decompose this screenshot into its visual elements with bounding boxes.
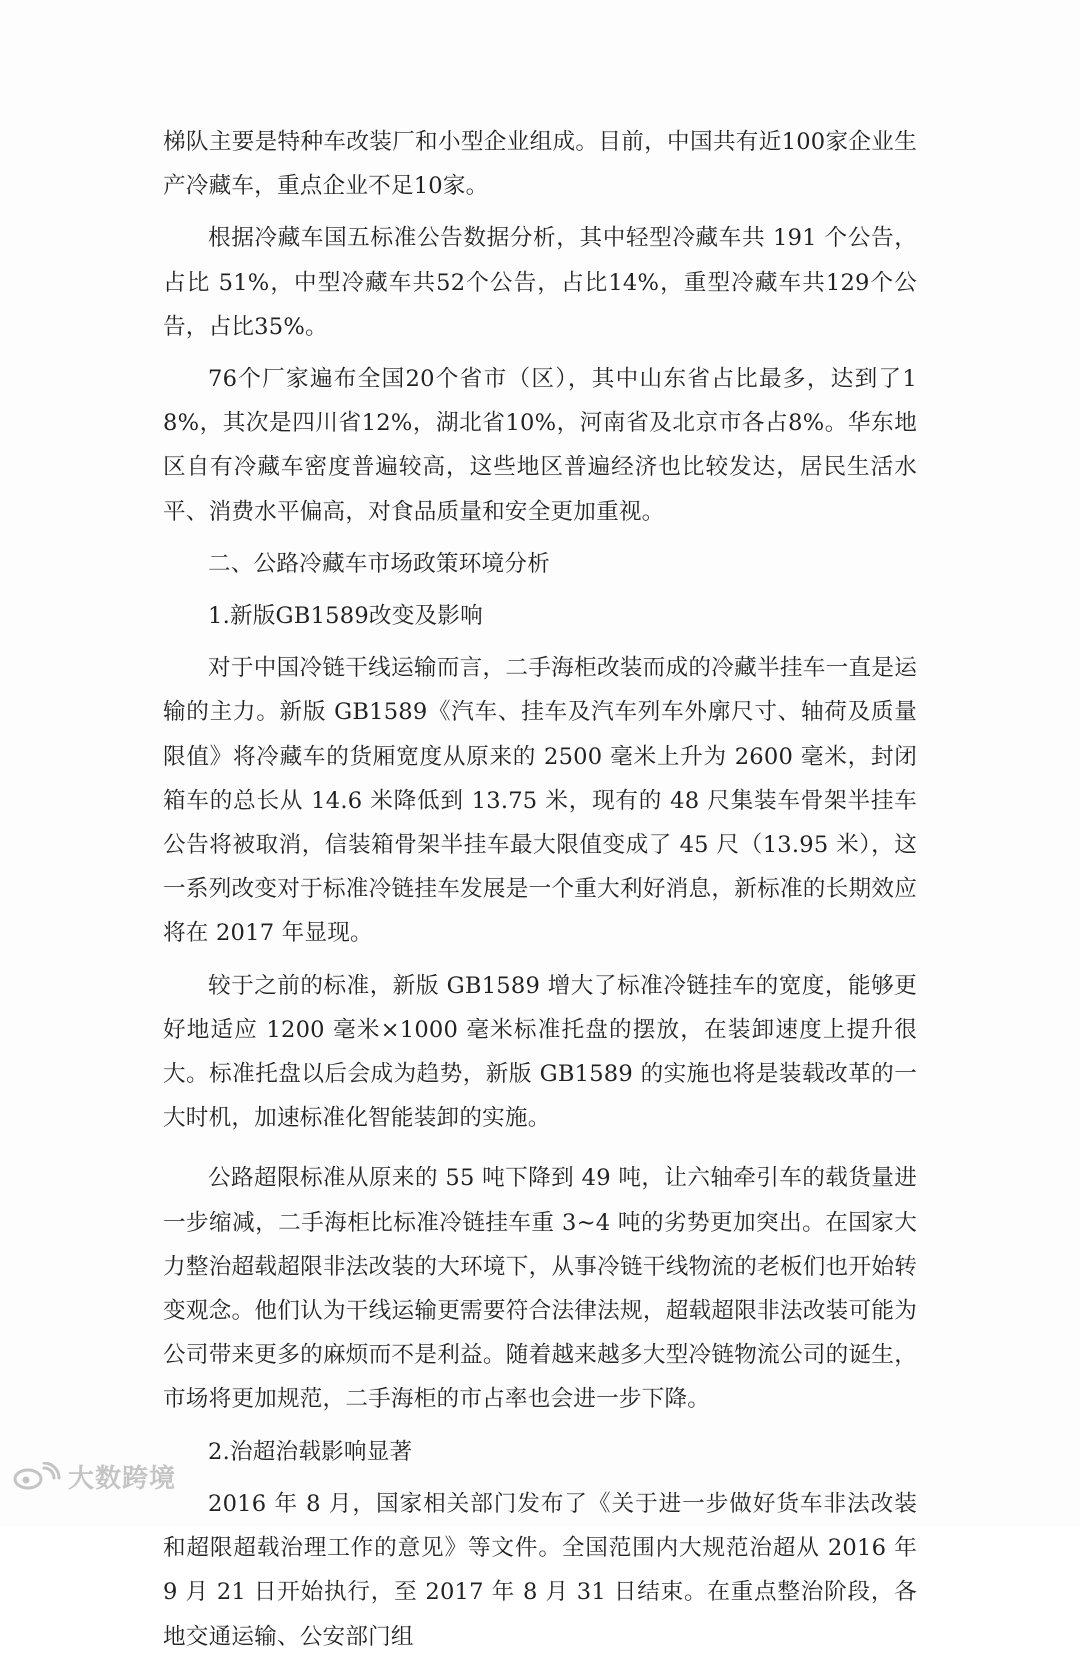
- watermark: [12, 1456, 176, 1496]
- subsection-heading-overload: 2.治超治载影响显著: [208, 1438, 413, 1465]
- paragraph-regional-distribution: 76个厂家遍布全国20个省市（区），其中山东省占比最多，达到了18%，其次是四川省12%，湖北省10%，河南省及北京市各占8%。华东地区自有冷藏车密度普遍较高，这些地区普遍经济也比较发达，居民生活水平、消费水平偏高，对食品质量和安全更加重视。: [163, 366, 917, 525]
- paragraph-announcement-analysis: 根据冷藏车国五标准公告数据分析，其中轻型冷藏车共 191 个公告，占比 51%，中型冷藏车共52个公告，占比14%，重型冷藏车共129个公告，占比35%。: [163, 225, 917, 340]
- watermark-text: 大数跨境: [68, 1463, 177, 1494]
- paragraph-gb1589-pallets: 较于之前的标准，新版 GB1589 增大了标准冷链挂车的宽度，能够更好地适应 1200 毫米×1000 毫米标准托盘的摆放，在装卸速度上提升很大。标准托盘以后会成为趋势，新版 GB1589 的实施也将是装载改革的一大时机，加速标准化智能装卸的实施。: [163, 972, 917, 1132]
- section-heading-policy: 二、公路冷藏车市场政策环境分析: [208, 550, 550, 577]
- subsection-heading-gb1589: 1.新版GB1589改变及影响: [208, 603, 483, 630]
- paragraph-gb1589-changes: 对于中国冷链干线运输而言，二手海柜改装而成的冷藏半挂车一直是运输的主力。新版 GB1589《汽车、挂车及汽车列车外廓尺寸、轴荷及质量限值》将冷藏车的货厢宽度从原来的 2500 毫米上升为 2600 毫米，封闭箱车的总长从 14.6 米降低到 13.75 米，现有的 48 尺集装车骨架半挂车公告将被取消，信装箱骨架半挂车最大限值变成了 45 尺（13.95 米），这一系列改变对于标准冷链挂车发展是一个重大利好消息，新标准的长期效应将在 2017 年显现。: [163, 655, 917, 947]
- weibo-logo-icon: [12, 1462, 62, 1490]
- paragraph-overload-standard: 公路超限标准从原来的 55 吨下降到 49 吨，让六轴牵引车的载货量进一步缩减，二手海柜比标准冷链挂车重 3~4 吨的劣势更加突出。在国家大力整治超载超限非法改装的大环境下，从事冷链干线物流的老板们也开始转变观念。他们认为干线运输更需要符合法律法规，超载超限非法改装可能为公司带来更多的麻烦而不是利益。随着越来越多大型冷链物流公司的诞生，市场将更加规范，二手海柜的市占率也会进一步下降。: [163, 1165, 917, 1413]
- paragraph-overload-policy: 2016 年 8 月，国家相关部门发布了《关于进一步做好货车非法改装和超限超载治理工作的意见》等文件。全国范围内大规范治超从 2016 年 9 月 21 日开始执行，至 2017 年 8 月 31 日结束。在重点整治阶段，各地交通运输、公安部门组: [163, 1490, 917, 1650]
- document-body: [163, 120, 917, 1659]
- paragraph-manufacturer-tiers: 梯队主要是特种车改装厂和小型企业组成。目前，中国共有近100家企业生产冷藏车，重点企业不足10家。: [163, 129, 917, 200]
